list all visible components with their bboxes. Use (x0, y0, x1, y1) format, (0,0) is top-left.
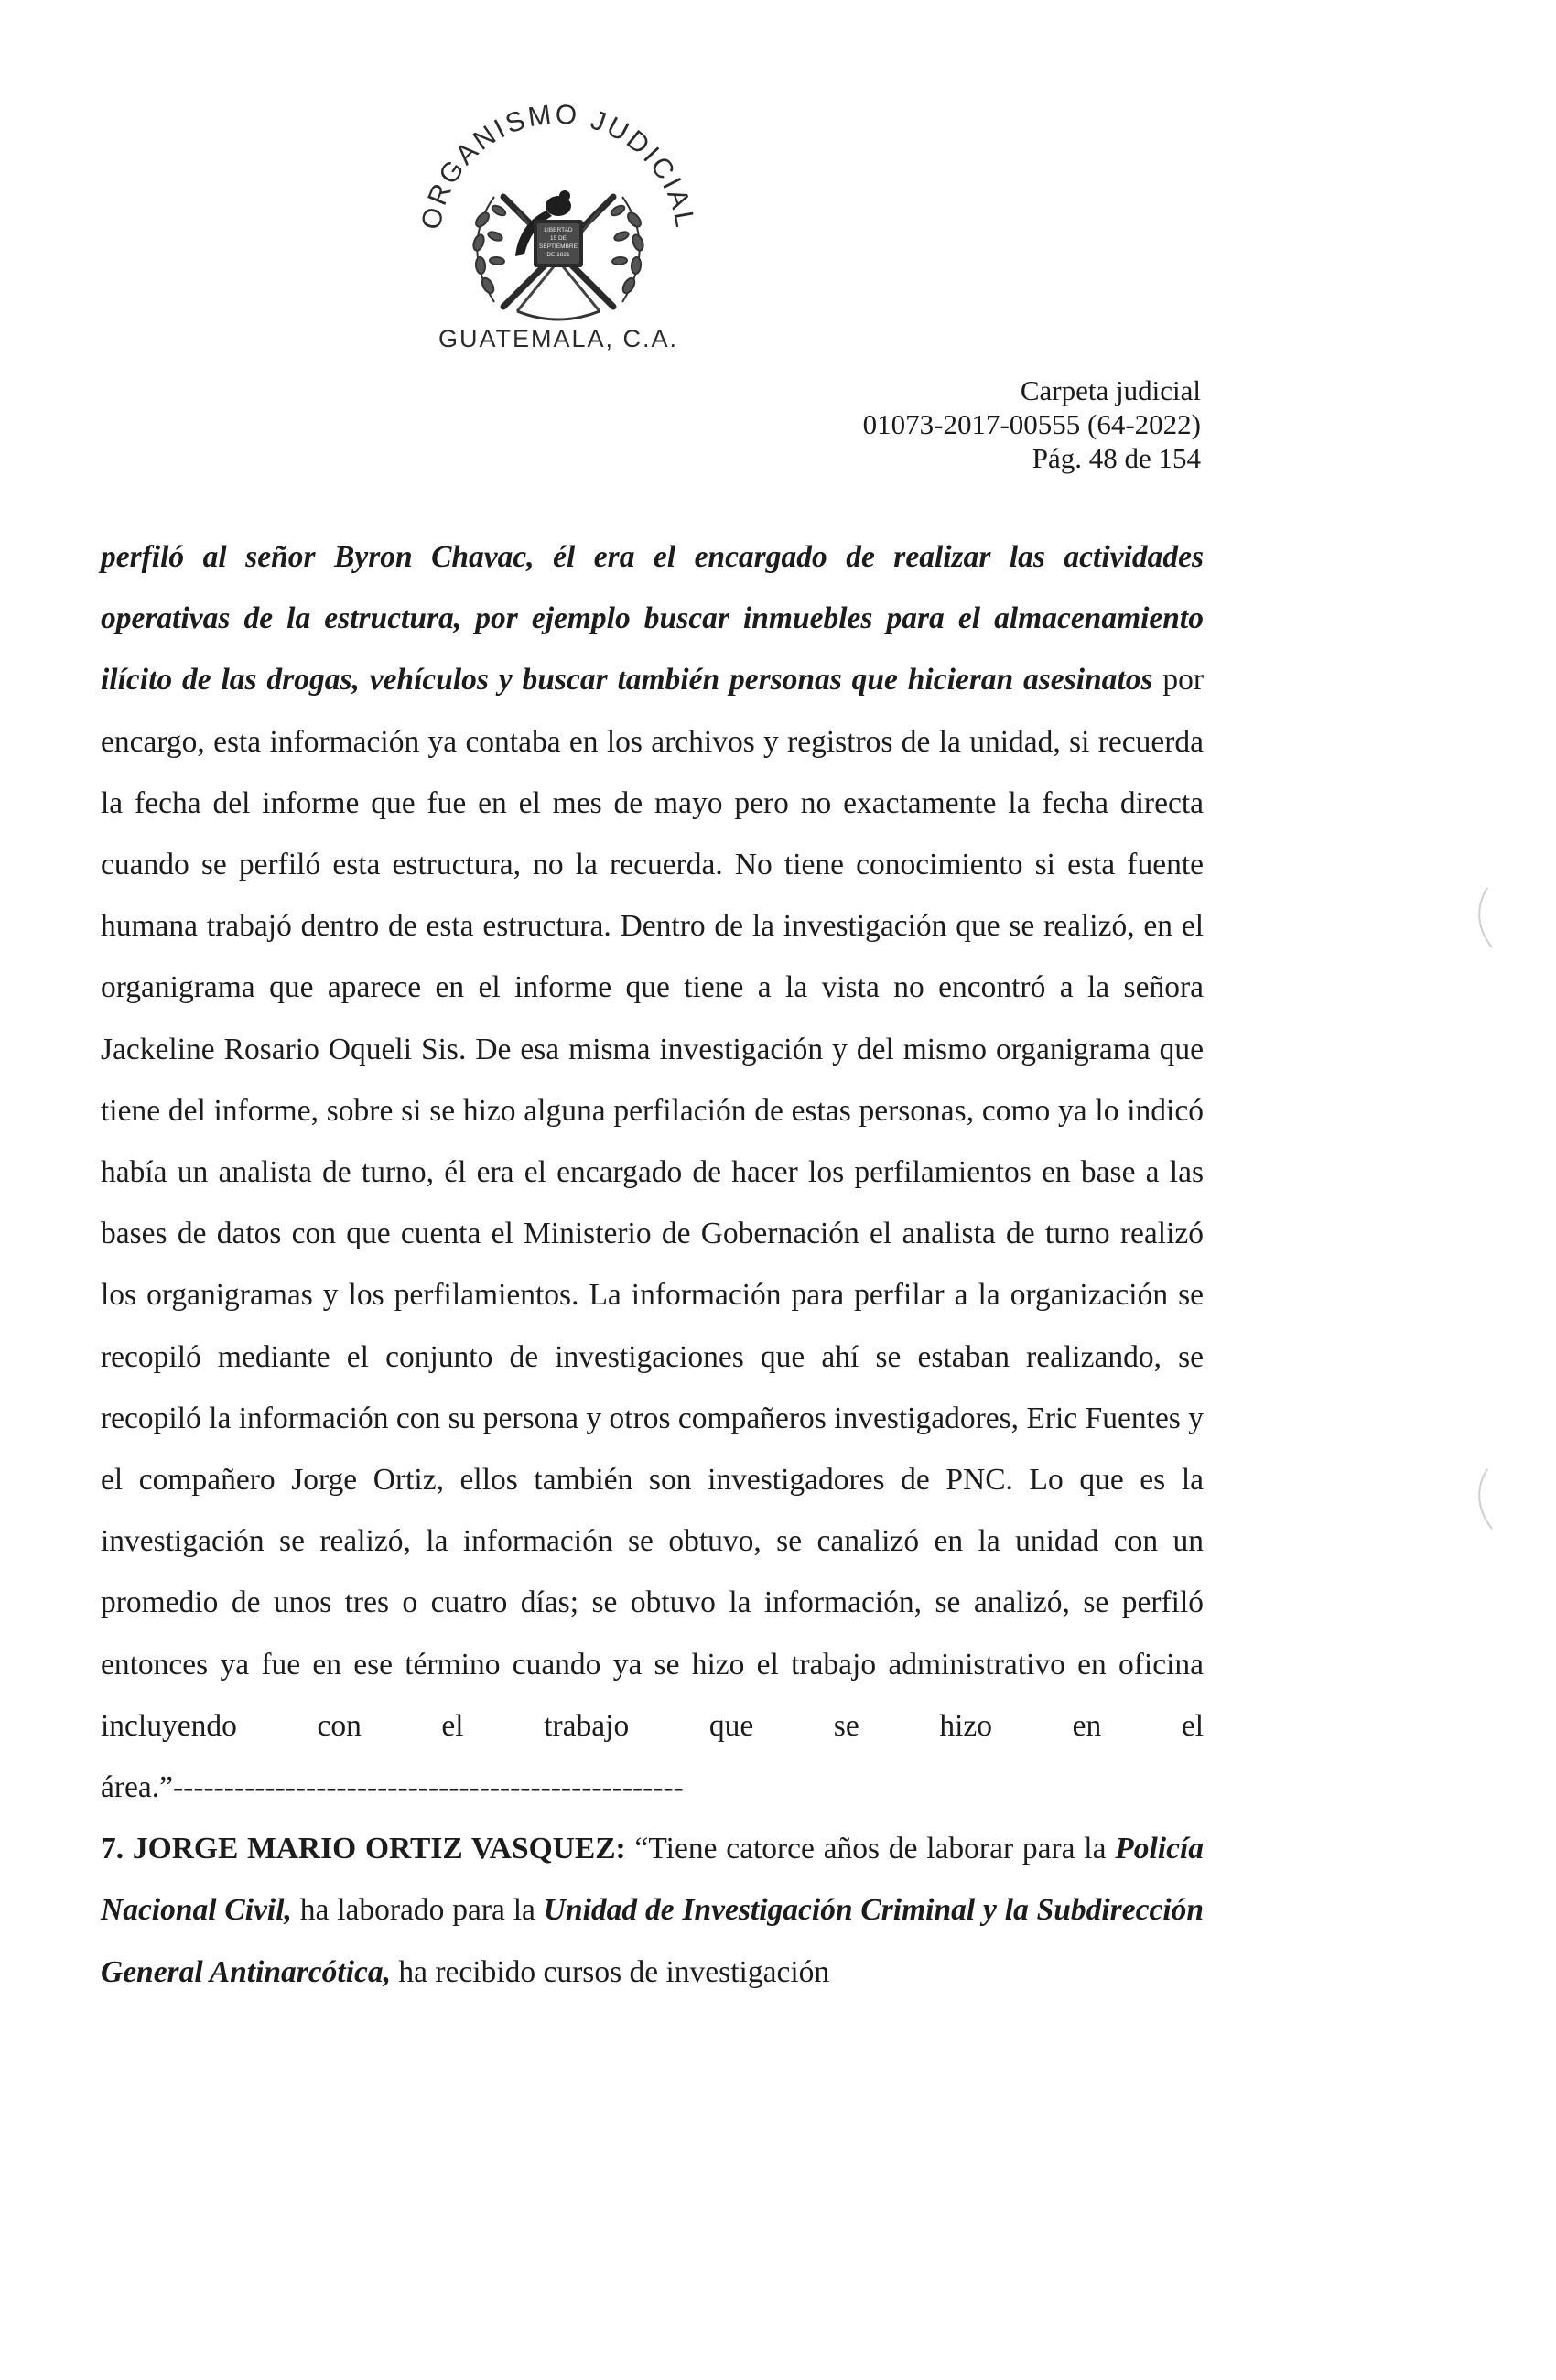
scan-mark (1460, 883, 1497, 957)
seal-caption: GUATEMALA, C.A. (438, 325, 679, 352)
scan-mark (1460, 1465, 1497, 1538)
emphasized-text: Policía Nacional Civil, (101, 1832, 1205, 1928)
svg-text:SEPTIEMBRE: SEPTIEMBRE (539, 243, 578, 250)
paragraph-text: ha laborado para la (291, 1893, 544, 1928)
paragraph-witness-7 (101, 1818, 1204, 2003)
case-folder-label: Carpeta judicial (1020, 374, 1201, 406)
witness-name: JORGE MARIO ORTIZ VASQUEZ: (132, 1832, 626, 1866)
paragraph-testimony-continued (101, 526, 1204, 1818)
dash-fill: -------------------------------------------------- (173, 1770, 684, 1805)
svg-text:15 DE: 15 DE (549, 235, 567, 242)
seal-arc-text: ORGANISMO JUDICIAL (416, 99, 701, 233)
page-number: Pág. 48 de 154 (1032, 442, 1201, 474)
svg-text:DE 1821: DE 1821 (546, 252, 570, 258)
paragraph-text: ha recibido cursos de investigación (391, 1954, 830, 1989)
case-number: 01073-2017-00555 (64-2022) (862, 408, 1201, 440)
svg-text:LIBERTAD: LIBERTAD (544, 227, 573, 233)
paragraph-text: por encargo, esta información ya contaba en los archivos y registros de la unidad, si recuerda la fecha del informe que fue en el mes de mayo pero no exactamente la fecha directa cuando se perfiló esta estructura, no la recuerda. No tiene conocimiento si esta fuente humana trabajó dentro de esta estructura. Dentro de la investigación que se realizó, en el organigrama que aparece en el informe que tiene a la vista no encontró a la señora Jackeline Rosario Oqueli Sis. De esa misma investigación y del mismo organigrama que tiene del informe, sobre si se hizo alguna perfilación de estas personas, como ya lo indicó había un analista de turno, él era el encargado de hacer los perfilamientos en base a las bases de datos con que cuenta el Ministerio de Gobernación el analista de turno realizó los organigramas y los perfilamientos. La información para perfilar a la organización se recopiló mediante el conjunto de investigaciones que ahí se estaban realizando, se recopiló la información con su persona y otros compañeros investigadores, Eric Fuentes y el compañero Jorge Ortiz, ellos también son investigadores de PNC. Lo que es la investigación se realizó, la información se obtuvo, se canalizó en la unidad con un promedio de unos tres o cuatro días; se obtuvo la información, se analizó, se perfiló entonces ya fue en ese término cuando ya se hizo el trabajo administrativo en oficina incluyendo con el trabajo que se hizo en el área.” (101, 663, 1205, 1805)
list-number: 7. (101, 1832, 124, 1866)
emphasized-text: perfiló al señor Byron Chavac, él era el encargado de realizar las actividades operativas de la estructura, por ejemplo buscar inmuebles para el almacenamiento ilícito de las drogas, vehículos y buscar también personas que hicieran asesinatos (101, 540, 1204, 698)
paragraph-text: “Tiene catorce años de laborar para la (625, 1832, 1116, 1866)
emphasized-text: Unidad de Investigación Criminal y la Subdirección General Antinarcótica, (101, 1893, 1205, 1989)
organismo-judicial-seal (407, 82, 709, 357)
case-header (863, 373, 1201, 475)
document-body (101, 526, 1204, 2003)
